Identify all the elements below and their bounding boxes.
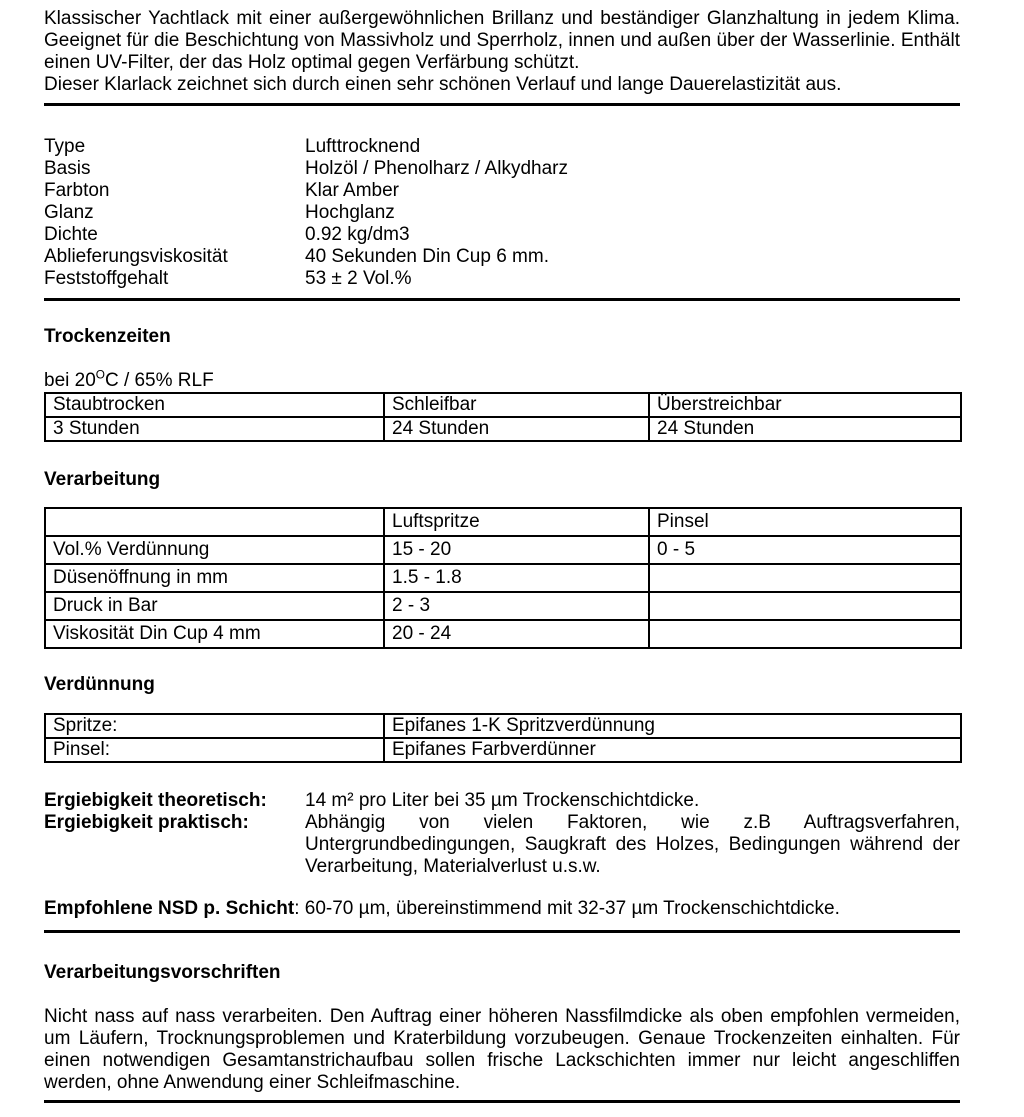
intro-paragraph-2: Dieser Klarlack zeichnet sich durch einen sehr schönen Verlauf und lange Dauerelastizität aus. — [44, 74, 842, 95]
table-cell: 15 - 20 — [384, 536, 649, 564]
instructions-paragraph: Nicht nass auf nass verarbeiten. Den Auftrag einer höheren Nassfilmdicke als oben empfohlen vermeiden, um Läufern, Trocknungsproblemen und Kraterbildung vorzubeugen. Genaue Trockenzeiten einhalten. Für einen notwendigen Gesamtanstrichaufbau sollen frische Lackschichten immer nur leicht angeschliffen werden, ohne Anwendung einer Schleifmaschine. — [44, 1006, 960, 1093]
table-cell: Spritze: — [45, 714, 384, 738]
table-row — [45, 592, 961, 620]
spec-row-farbton — [44, 180, 960, 202]
coverage-theoretical-row — [44, 790, 960, 812]
spec-value: Holzöl / Phenolharz / Alkydharz — [305, 158, 568, 179]
instructions-heading: Verarbeitungsvorschriften — [44, 962, 281, 983]
table-cell: Überstreichbar — [649, 393, 961, 417]
table-header-row — [45, 508, 961, 536]
table-cell: 24 Stunden — [649, 417, 961, 441]
spec-value: 40 Sekunden Din Cup 6 mm. — [305, 246, 549, 267]
horizontal-rule — [44, 930, 960, 933]
spec-value: Lufttrocknend — [305, 136, 421, 157]
spec-label: Glanz — [44, 202, 94, 223]
spec-value: Klar Amber — [305, 180, 399, 201]
table-cell: Epifanes 1-K Spritzverdünnung — [384, 714, 961, 738]
table-cell: 3 Stunden — [45, 417, 384, 441]
spec-label: Farbton — [44, 180, 110, 201]
intro-section — [44, 8, 960, 96]
drying-condition — [44, 370, 960, 392]
coverage-practical-row — [44, 812, 960, 878]
table-cell — [649, 564, 961, 592]
table-cell: Epifanes Farbverdünner — [384, 738, 961, 762]
table-cell: Pinsel: — [45, 738, 384, 762]
degree-superscript: O — [95, 368, 105, 382]
spec-label: Basis — [44, 158, 91, 179]
table-cell: 0 - 5 — [649, 536, 961, 564]
spec-row-type — [44, 136, 960, 158]
table-cell — [649, 620, 961, 648]
table-cell: Staubtrocken — [45, 393, 384, 417]
table-cell: Schleifbar — [384, 393, 649, 417]
spec-row-glanz — [44, 202, 960, 224]
table-cell: Düsenöffnung in mm — [45, 564, 384, 592]
table-row — [45, 714, 961, 738]
spec-label: Feststoffgehalt — [44, 268, 169, 289]
condition-prefix: bei 20 — [44, 370, 96, 391]
recommended-nsd-line — [44, 898, 960, 920]
horizontal-rule — [44, 298, 960, 301]
datasheet-page — [44, 0, 960, 1103]
table-cell: Luftspritze — [384, 508, 649, 536]
table-cell: Pinsel — [649, 508, 961, 536]
table-cell: Vol.% Verdünnung — [45, 536, 384, 564]
application-heading: Verarbeitung — [44, 469, 161, 490]
horizontal-rule — [44, 1100, 960, 1103]
condition-suffix: C / 65% RLF — [104, 370, 214, 391]
horizontal-rule — [44, 103, 960, 106]
thinning-heading: Verdünnung — [44, 674, 155, 695]
table-row — [45, 564, 961, 592]
coverage-theoretical-label: Ergiebigkeit theoretisch: — [44, 790, 267, 811]
spec-label: Type — [44, 136, 86, 157]
drying-times-heading: Trockenzeiten — [44, 326, 171, 347]
table-row — [45, 738, 961, 762]
thinning-table — [44, 713, 962, 763]
table-header-row — [45, 393, 961, 417]
spec-value: 0.92 kg/dm3 — [305, 224, 410, 245]
table-cell: 24 Stunden — [384, 417, 649, 441]
table-cell — [45, 508, 384, 536]
coverage-theoretical-value: 14 m² pro Liter bei 35 µm Trockenschichtdicke. — [305, 790, 700, 811]
application-table — [44, 507, 962, 649]
spec-row-feststoffgehalt — [44, 268, 960, 290]
spec-label: Dichte — [44, 224, 98, 245]
spec-value: 53 ± 2 Vol.% — [305, 268, 412, 289]
spec-label: Ablieferungsviskosität — [44, 246, 228, 267]
table-row — [45, 417, 961, 441]
table-cell: Druck in Bar — [45, 592, 384, 620]
coverage-practical-label: Ergiebigkeit praktisch: — [44, 812, 249, 833]
table-cell: 1.5 - 1.8 — [384, 564, 649, 592]
drying-times-table — [44, 392, 962, 442]
spec-row-dichte — [44, 224, 960, 246]
coverage-practical-value: Abhängig von vielen Faktoren, wie z.B Auftragsverfahren, Untergrundbedingungen, Saugkraft des Holzes, Bedingungen während der Verarbeitung, Materialverlust u.s.w. — [305, 812, 960, 877]
table-cell: Viskosität Din Cup 4 mm — [45, 620, 384, 648]
table-cell: 20 - 24 — [384, 620, 649, 648]
table-row — [45, 536, 961, 564]
spec-row-viskositaet — [44, 246, 960, 268]
spec-list — [44, 136, 960, 290]
table-cell — [649, 592, 961, 620]
coverage-section — [44, 790, 960, 878]
spec-row-basis — [44, 158, 960, 180]
nsd-value: : 60-70 µm, übereinstimmend mit 32-37 µm Trockenschichtdicke. — [294, 898, 840, 919]
spec-value: Hochglanz — [305, 202, 395, 223]
table-cell: 2 - 3 — [384, 592, 649, 620]
table-row — [45, 620, 961, 648]
intro-paragraph-1: Klassischer Yachtlack mit einer außergewöhnlichen Brillanz und beständiger Glanzhaltung in jedem Klima. Geeignet für die Beschichtung von Massivholz und Sperrholz, innen und außen über der Wasserlinie. Enthält einen UV-Filter, der das Holz optimal gegen Verfärbung schützt. — [44, 8, 960, 73]
nsd-label: Empfohlene NSD p. Schicht — [44, 898, 295, 919]
